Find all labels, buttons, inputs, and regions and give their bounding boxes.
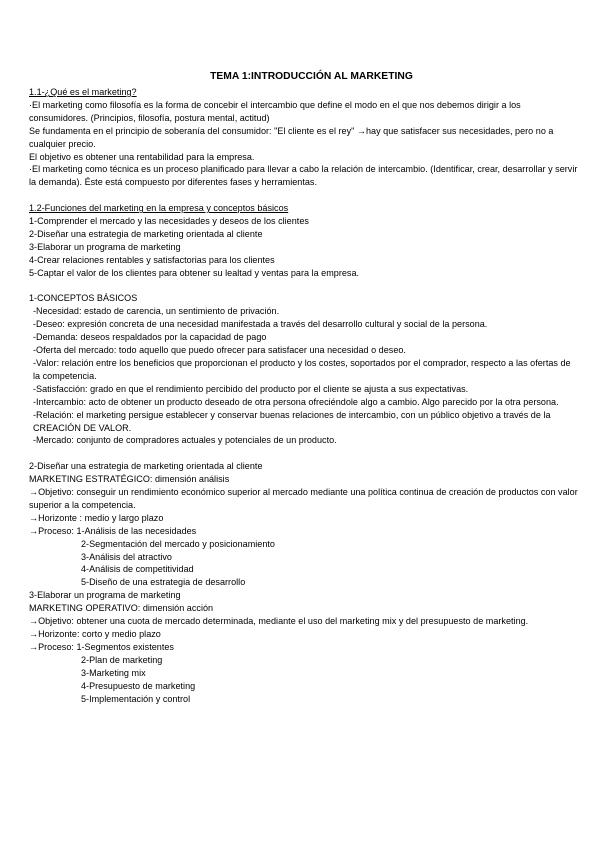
spacer [29,189,580,202]
operative-process-step: →Proceso: 1-Segmentos existentes [29,641,174,652]
s11-paragraph-1: ·El marketing como filosofía es la forma de concebir el intercambio que define el modo en el que nos debemos dirigir a los consumidores. (Principios, filosofía, postura mental, actitud) [29,99,521,123]
operative-process-step: 2-Plan de marketing [81,654,163,665]
strategic-heading: 2-Diseñar una estrategia de marketing orientada al cliente [29,461,263,472]
s11-paragraph-3: El objetivo es obtener una rentabilidad para la empresa. [29,151,255,162]
concept-item: -Necesidad: estado de carencia, un sentimiento de privación. [33,306,280,317]
concept-item: -Relación: el marketing persigue establecer y conservar buenas relaciones de intercambio, con un público objetivo a través de la CREACIÓN DE VALOR. [33,409,551,433]
operative-process-step: 3-Marketing mix [81,667,146,678]
function-item: 2-Diseñar una estrategia de marketing orientada al cliente [29,228,263,239]
function-item: 5-Captar el valor de los clientes para obtener su lealtad y ventas para la empresa. [29,267,360,278]
concept-item: -Satisfacción: grado en que el rendimiento percibido del producto por el cliente se ajusta a sus expectativas. [33,383,469,394]
operative-horizon: →Horizonte: corto y medio plazo [29,629,161,640]
operative-process-step: 5-Implementación y control [81,693,191,704]
concept-item: -Demanda: deseos respaldados por la capacidad de pago [33,332,267,343]
s11-paragraph-2: Se fundamenta en el principio de soberanía del consumidor: "El cliente es el rey" →hay que satisfacer sus necesidades, pero no a cualquier precio. [29,125,554,149]
spacer [29,280,580,293]
concepts-heading: 1-CONCEPTOS BÁSICOS [29,293,138,304]
function-item: 4-Crear relaciones rentables y satisfactorias para los clientes [29,254,275,265]
strategic-process-step: 2-Segmentación del mercado y posicionamiento [81,538,275,549]
operative-subheading: MARKETING OPERATIVO: dimensión acción [29,603,214,614]
s11-paragraph-4: ·El marketing como técnica es un proceso planificado para llevar a cabo la relación de intercambio. (Identificar, crear, desarrollar y servir la demanda). Éste está compuesto por diferentes fases y herramientas. [29,164,578,188]
operative-heading: 3-Elaborar un programa de marketing [29,590,181,601]
section-1-1-heading: 1.1-¿Qué es el marketing? [29,87,137,97]
operative-process-step: 4-Presupuesto de marketing [81,680,196,691]
function-item: 1-Comprender el mercado y las necesidades y deseos de los clientes [29,216,309,227]
spacer [29,447,580,460]
strategic-process-step: →Proceso: 1-Análisis de las necesidades [29,525,197,536]
concept-item: -Mercado: conjunto de compradores actuales y potenciales de un producto. [33,435,337,446]
operative-objective: →Objetivo: obtener una cuota de mercado determinada, mediante el uso del marketing mix y del presupuesto de marketing. [29,616,529,627]
strategic-subheading: MARKETING ESTRATÉGICO: dimensión análisis [29,474,230,485]
strategic-process-step: 4-Análisis de competitividad [81,564,194,575]
concept-item: -Oferta del mercado: todo aquello que puedo ofrecer para satisfacer una necesidad o deseo. [33,345,406,356]
document-title: TEMA 1:INTRODUCCIÓN AL MARKETING [210,71,413,82]
concept-item: -Intercambio: acto de obtener un producto deseado de otra persona ofreciéndole algo a cambio. Algo parecido por la otra persona. [33,396,559,407]
section-1-2-heading: 1.2-Funciones del marketing en la empresa y conceptos básicos [29,203,289,214]
strategic-process-step: 5-Diseño de una estrategia de desarrollo [81,577,246,588]
strategic-objective: →Objetivo: conseguir un rendimiento económico superior al mercado mediante una política continua de creación de productos con valor superior a la competencia. [29,487,578,510]
strategic-horizon: →Horizonte : medio y largo plazo [29,512,164,523]
concept-item: -Deseo: expresión concreta de una necesidad manifestada a través del desarrollo cultural y social de la persona. [33,319,488,330]
strategic-process-step: 3-Análisis del atractivo [81,551,172,562]
concept-item: -Valor: relación entre los beneficios que proporcionan el producto y los costes, soportados por el comprador, respecto a las ofertas de la competencia. [33,358,571,381]
function-item: 3-Elaborar un programa de marketing [29,241,181,252]
